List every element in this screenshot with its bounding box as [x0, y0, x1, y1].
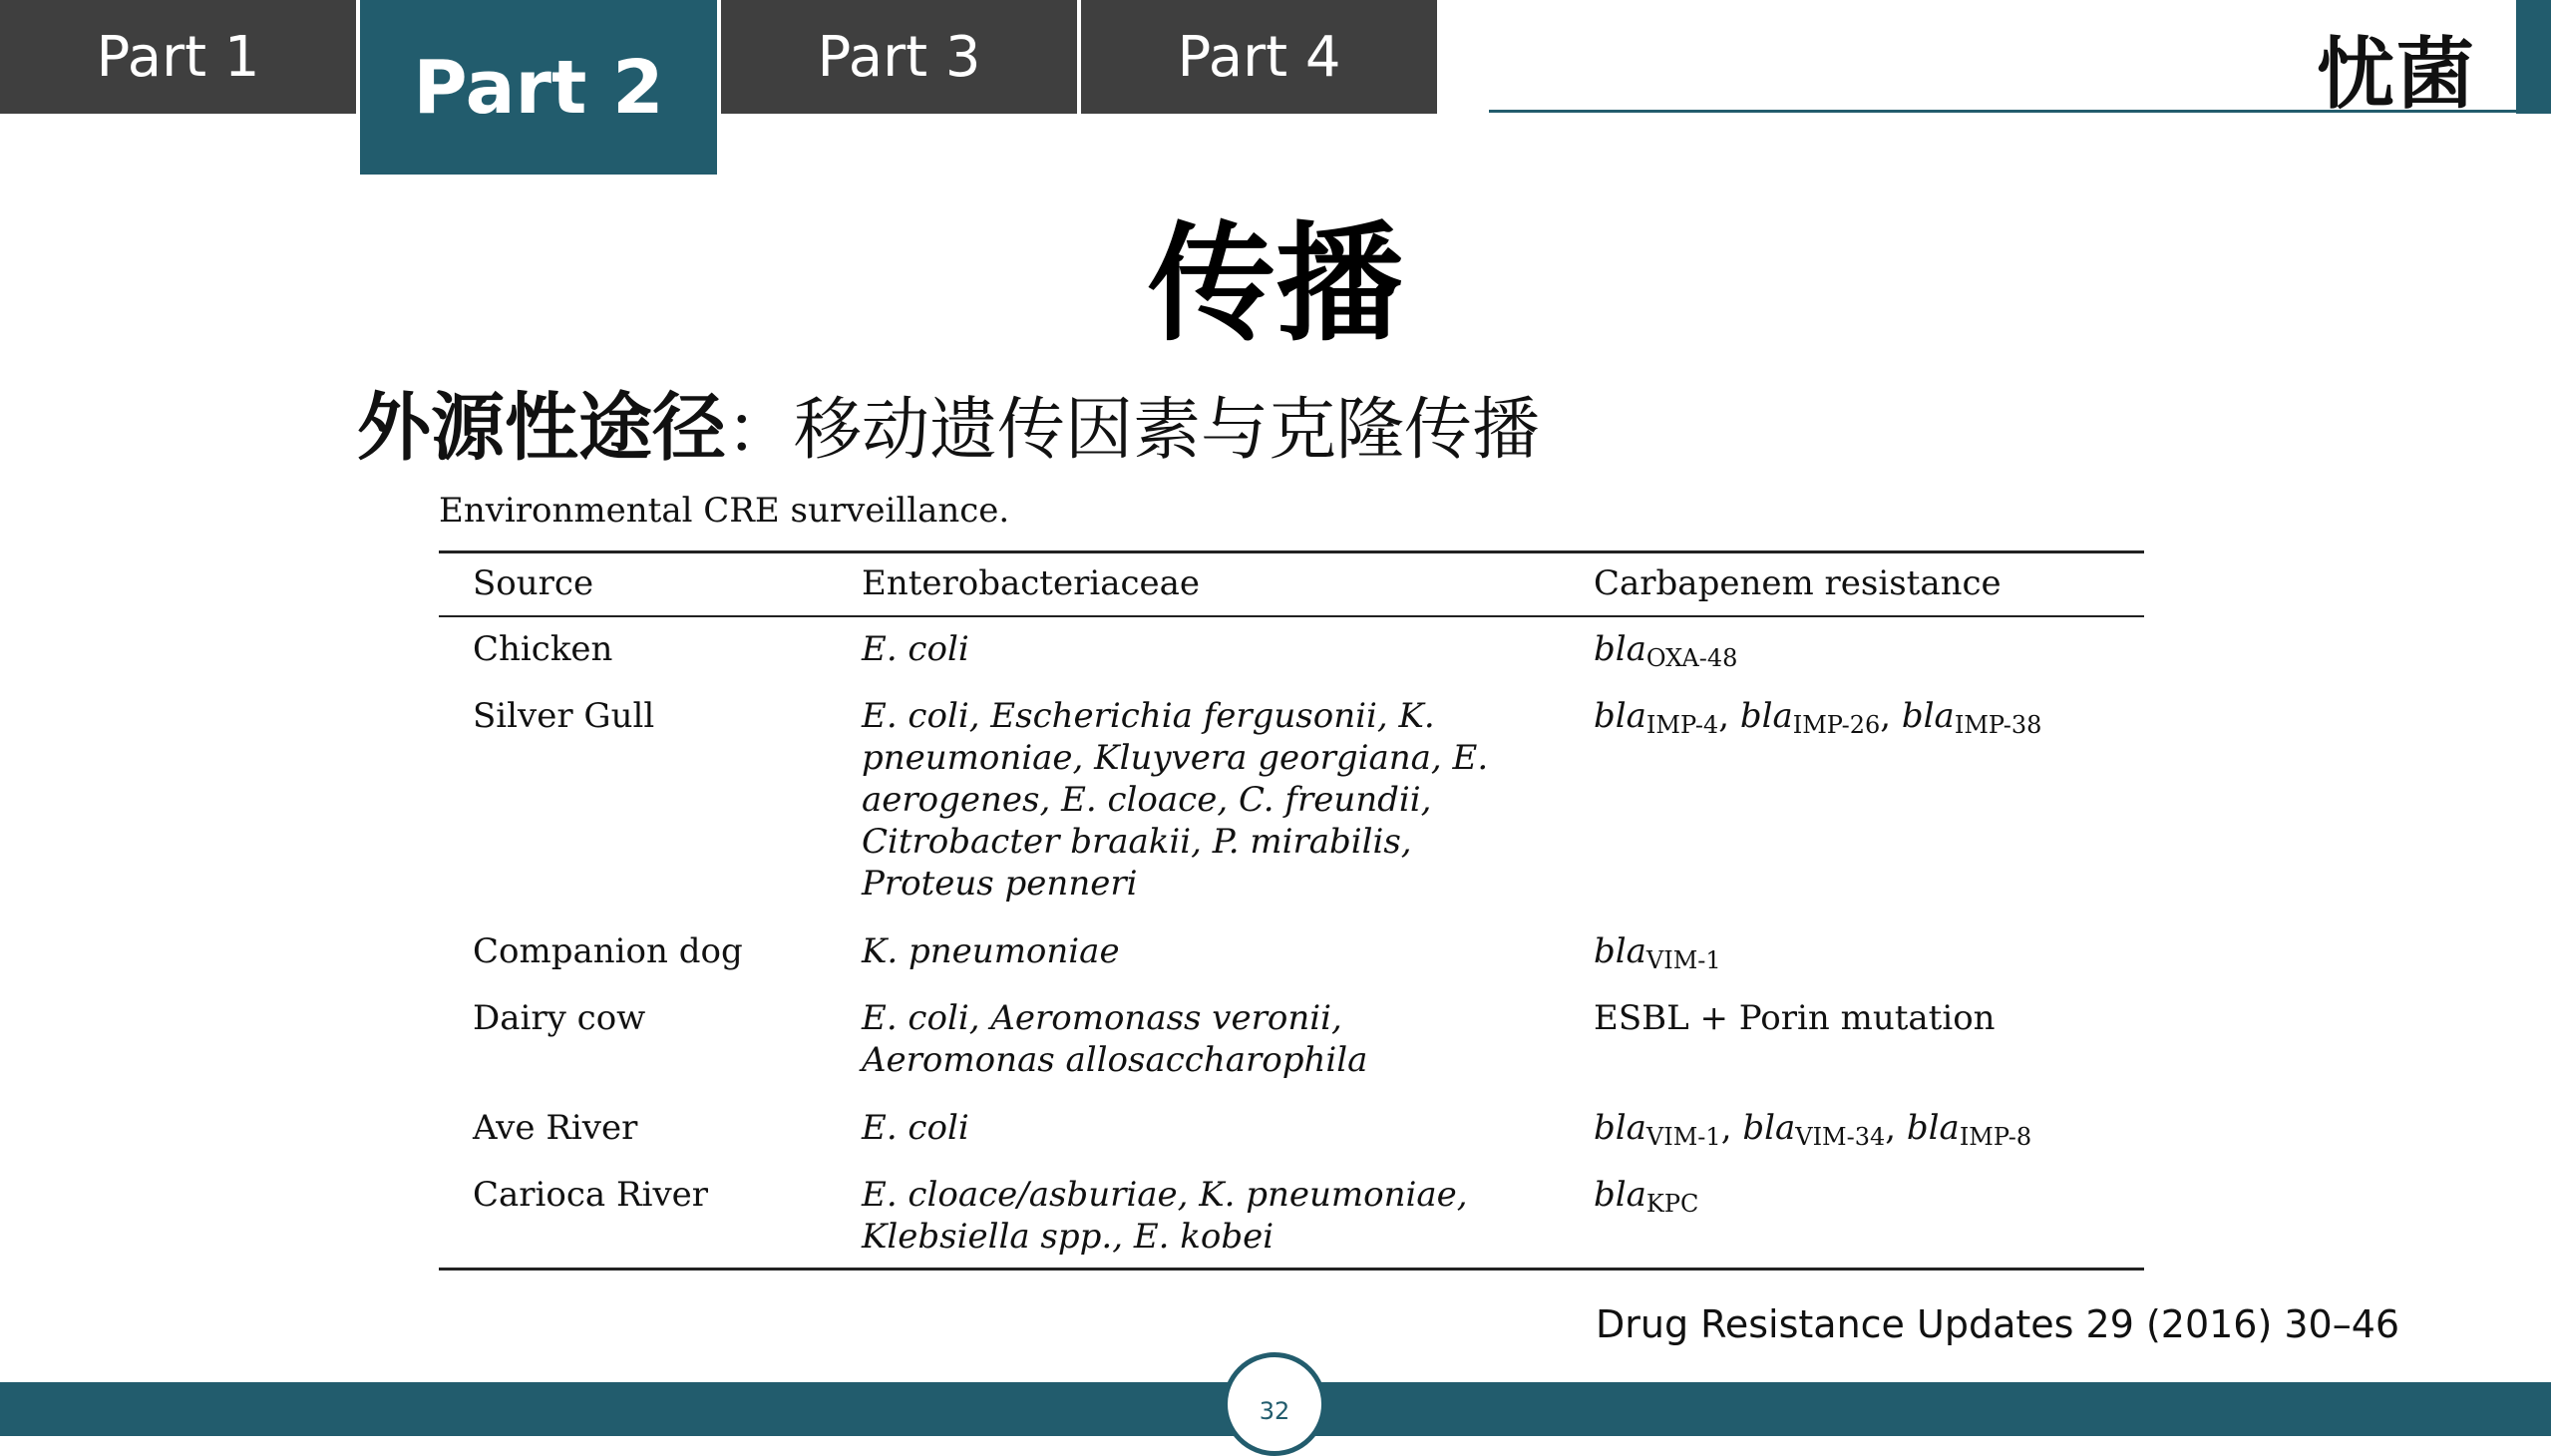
- gene-name: bla: [1594, 696, 1646, 736]
- table-caption: Environmental CRE surveillance.: [439, 491, 1010, 531]
- table-row-source: Companion dog: [473, 931, 743, 971]
- table-row-species: [862, 1107, 1490, 1149]
- table-bottom-rule: [439, 1268, 2144, 1271]
- brand-accent-bar: [2516, 0, 2551, 114]
- gene-variant: OXA-48: [1645, 644, 1738, 672]
- species-line: Klebsiella spp., E. kobei: [862, 1217, 1275, 1257]
- species-line: pneumoniae, Kluyvera georgiana, E.: [862, 738, 1489, 778]
- page-number: 32: [1223, 1352, 1326, 1456]
- tab-part-2[interactable]: Part 2: [360, 0, 717, 175]
- species-line: K. pneumoniae: [862, 931, 1120, 971]
- slide-subtitle: [357, 369, 1540, 475]
- table-row-species: [862, 628, 1490, 670]
- table-row-source: Silver Gull: [473, 696, 655, 736]
- table-row-source: Chicken: [473, 629, 613, 669]
- tab-part-1[interactable]: Part 1: [0, 0, 356, 114]
- subtitle-bold: 外源性途径: [357, 385, 726, 471]
- gene-variant: KPC: [1645, 1190, 1699, 1218]
- table-row-species: [862, 997, 1490, 1081]
- gene-variant: IMP-4: [1645, 711, 1719, 739]
- table-row-source: Dairy cow: [473, 998, 646, 1038]
- table-row-source: Carioca River: [473, 1175, 709, 1215]
- table-row-resistance: ESBL + Porin mutation: [1594, 998, 1996, 1038]
- species-line: aerogenes, E. cloace, C. freundii,: [862, 780, 1432, 820]
- species-line: E. coli, Aeromonass veronii,: [862, 998, 1342, 1038]
- species-line: E. cloace/asburiae, K. pneumoniae,: [862, 1175, 1468, 1215]
- table-top-rule: [439, 550, 2144, 553]
- gene-name: bla: [1739, 696, 1793, 736]
- table-header-rule: [439, 615, 2144, 617]
- tab-part-3[interactable]: Part 3: [721, 0, 1077, 114]
- table-row-species: [862, 1174, 1490, 1258]
- gene-name: bla: [1906, 1108, 1960, 1148]
- gene-variant: IMP-38: [1954, 711, 2042, 739]
- table-row-species: [862, 695, 1490, 905]
- species-line: E. coli: [862, 629, 969, 669]
- table-row-resistance: bla$_{IMP-4}$, bla$_{IMP-26}$, bla$_{IMP-38}$: [1594, 696, 2042, 739]
- tab-part-4[interactable]: Part 4: [1081, 0, 1437, 114]
- table-row-resistance: [1594, 628, 2132, 679]
- gene-variant: VIM-34: [1795, 1123, 1886, 1151]
- table-row-source: Ave River: [473, 1108, 638, 1148]
- gene-variant: IMP-8: [1959, 1123, 2032, 1151]
- table-row-resistance: [1594, 930, 2132, 981]
- species-line: Aeromonas allosaccharophila: [862, 1040, 1368, 1080]
- gene-variant: VIM-1: [1645, 1123, 1721, 1151]
- slide-title: 传播: [1147, 210, 1403, 359]
- gene-name: bla: [1594, 931, 1646, 971]
- citation-reference: Drug Resistance Updates 29 (2016) 30–46: [1596, 1302, 2400, 1346]
- header-resistance: Carbapenem resistance: [1594, 563, 2002, 603]
- subtitle-rest: ：移动遗传因素与克隆传播: [726, 391, 1541, 470]
- gene-name: bla: [1594, 1175, 1646, 1215]
- header-source: Source: [473, 563, 594, 603]
- gene-name: bla: [1594, 1108, 1646, 1148]
- species-line: E. coli, Escherichia fergusonii, K.: [862, 696, 1435, 736]
- header-enterobacteriaceae: Enterobacteriaceae: [862, 563, 1201, 603]
- table-row-species: [862, 930, 1490, 972]
- gene-variant: VIM-1: [1645, 946, 1721, 974]
- gene-name: bla: [1901, 696, 1955, 736]
- gene-variant: IMP-26: [1792, 711, 1881, 739]
- brand-logo-text: 忧菌: [2316, 30, 2476, 120]
- species-line: E. coli: [862, 1108, 969, 1148]
- gene-name: bla: [1742, 1108, 1796, 1148]
- gene-name: bla: [1594, 629, 1646, 669]
- species-line: Citrobacter braakii, P. mirabilis,: [862, 822, 1412, 862]
- table-row-resistance: bla$_{VIM-1}$, bla$_{VIM-34}$, bla$_{IMP-8}$: [1594, 1108, 2032, 1151]
- species-line: Proteus penneri: [862, 864, 1138, 904]
- table-row-resistance: [1594, 1174, 2132, 1225]
